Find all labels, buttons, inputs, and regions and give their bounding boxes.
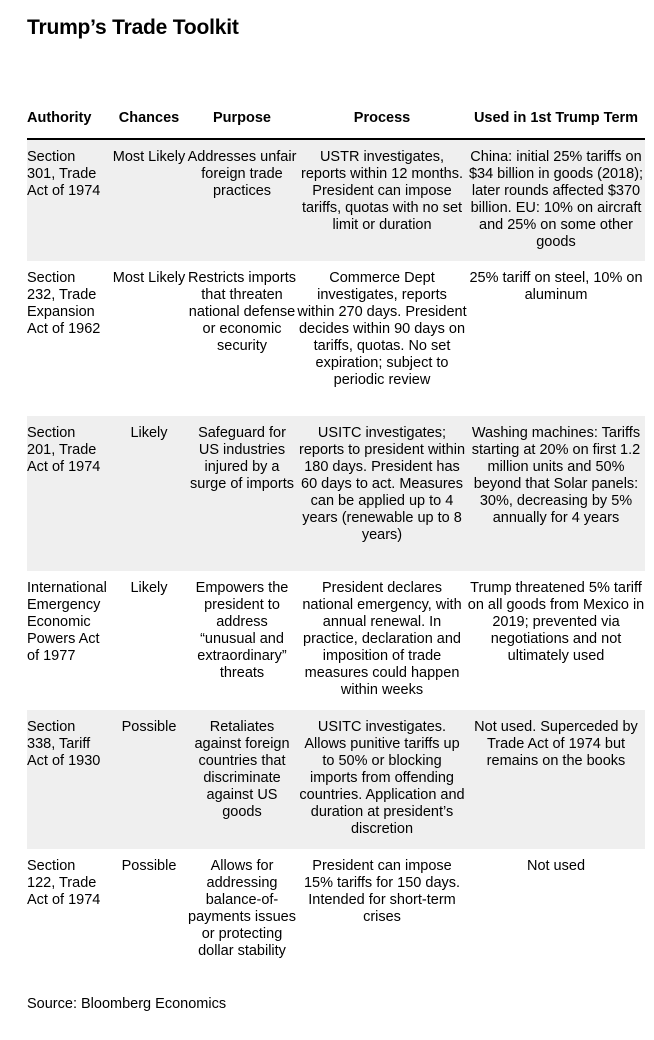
header-chances: Chances: [111, 110, 187, 139]
table-row: [27, 571, 645, 710]
purpose-cell: Safeguard for US industries injured by a surge of imports: [187, 416, 297, 571]
purpose-cell: Addresses unfair foreign trade practices: [187, 139, 297, 261]
used-cell: Not used. Superceded by Trade Act of 1974 but remains on the books: [467, 710, 645, 849]
authority-cell: Section 301, Trade Act of 1974: [27, 139, 111, 261]
table-row: [27, 416, 645, 571]
process-cell: President can impose 15% tariffs for 150 days. Intended for short-term crises: [303, 858, 461, 925]
header-used-first-term: Used in 1st Trump Term: [467, 110, 645, 139]
table-row: [27, 710, 645, 849]
header-authority: Authority: [27, 110, 111, 139]
table-header-row: [27, 110, 645, 139]
authority-cell: Section 122, Trade Act of 1974: [27, 858, 101, 908]
chances-cell: Most Likely: [111, 139, 187, 261]
table-row: [27, 849, 645, 961]
authority-cell: Section 232, Trade Expansion Act of 1962: [27, 270, 101, 337]
process-cell: USITC investigates. Allows punitive tariffs up to 50% or blocking imports from offending countries. Application and duration at president’s discretion: [297, 710, 467, 849]
process-cell: Commerce Dept investigates, reports within 270 days. President decides within 90 days on tariffs, quotas. No set expiration; subject to periodic review: [297, 270, 467, 388]
process-cell: USTR investigates, reports within 12 months. President can impose tariffs, quotas with no set limit or duration: [297, 139, 467, 261]
chances-cell: Likely: [130, 580, 168, 596]
used-cell: 25% tariff on steel, 10% on aluminum: [469, 270, 643, 303]
source-note: Source: Bloomberg Economics: [27, 996, 227, 1012]
trade-toolkit-table: [27, 110, 645, 961]
chances-cell: Possible: [111, 710, 187, 849]
page-title: Trump’s Trade Toolkit: [27, 16, 239, 39]
used-cell: China: initial 25% tariffs on $34 billion in goods (2018); later rounds affected $370 billion. EU: 10% on aircraft and 25% on some other goods: [467, 139, 645, 261]
purpose-cell: Empowers the president to address “unusual and extraordinary” threats: [195, 580, 289, 681]
process-cell: President declares national emergency, with annual renewal. In practice, declaration and imposition of trade measures could happen within weeks: [302, 580, 462, 698]
table-row: [27, 139, 645, 261]
purpose-cell: Restricts imports that threaten national defense or economic security: [188, 270, 296, 354]
chances-cell: Likely: [111, 416, 187, 571]
purpose-cell: Retaliates against foreign countries that discriminate against US goods: [187, 710, 297, 849]
chances-cell: Most Likely: [112, 270, 186, 286]
used-cell: Trump threatened 5% tariff on all goods from Mexico in 2019; prevented via negotiations and not ultimately used: [467, 580, 645, 664]
header-purpose: Purpose: [187, 110, 297, 139]
table-row: [27, 261, 645, 416]
purpose-cell: Allows for addressing balance-of-payments issues or protecting dollar stability: [188, 858, 296, 959]
authority-cell: Section 338, Tariff Act of 1930: [27, 710, 111, 849]
authority-cell: Section 201, Trade Act of 1974: [27, 416, 111, 571]
header-process: Process: [297, 110, 467, 139]
chances-cell: Possible: [121, 858, 177, 874]
process-cell: USITC investigates; reports to president within 180 days. President has 60 days to act. Measures can be applied up to 4 years (renewable up to 8 years): [297, 416, 467, 571]
used-cell: Not used: [526, 858, 586, 874]
used-cell: Washing machines: Tariffs starting at 20% on first 1.2 million units and 50% beyond that Solar panels: 30%, decreasing by 5% annually for 4 years: [467, 416, 645, 571]
authority-cell: International Emergency Economic Powers Act of 1977: [27, 580, 107, 664]
